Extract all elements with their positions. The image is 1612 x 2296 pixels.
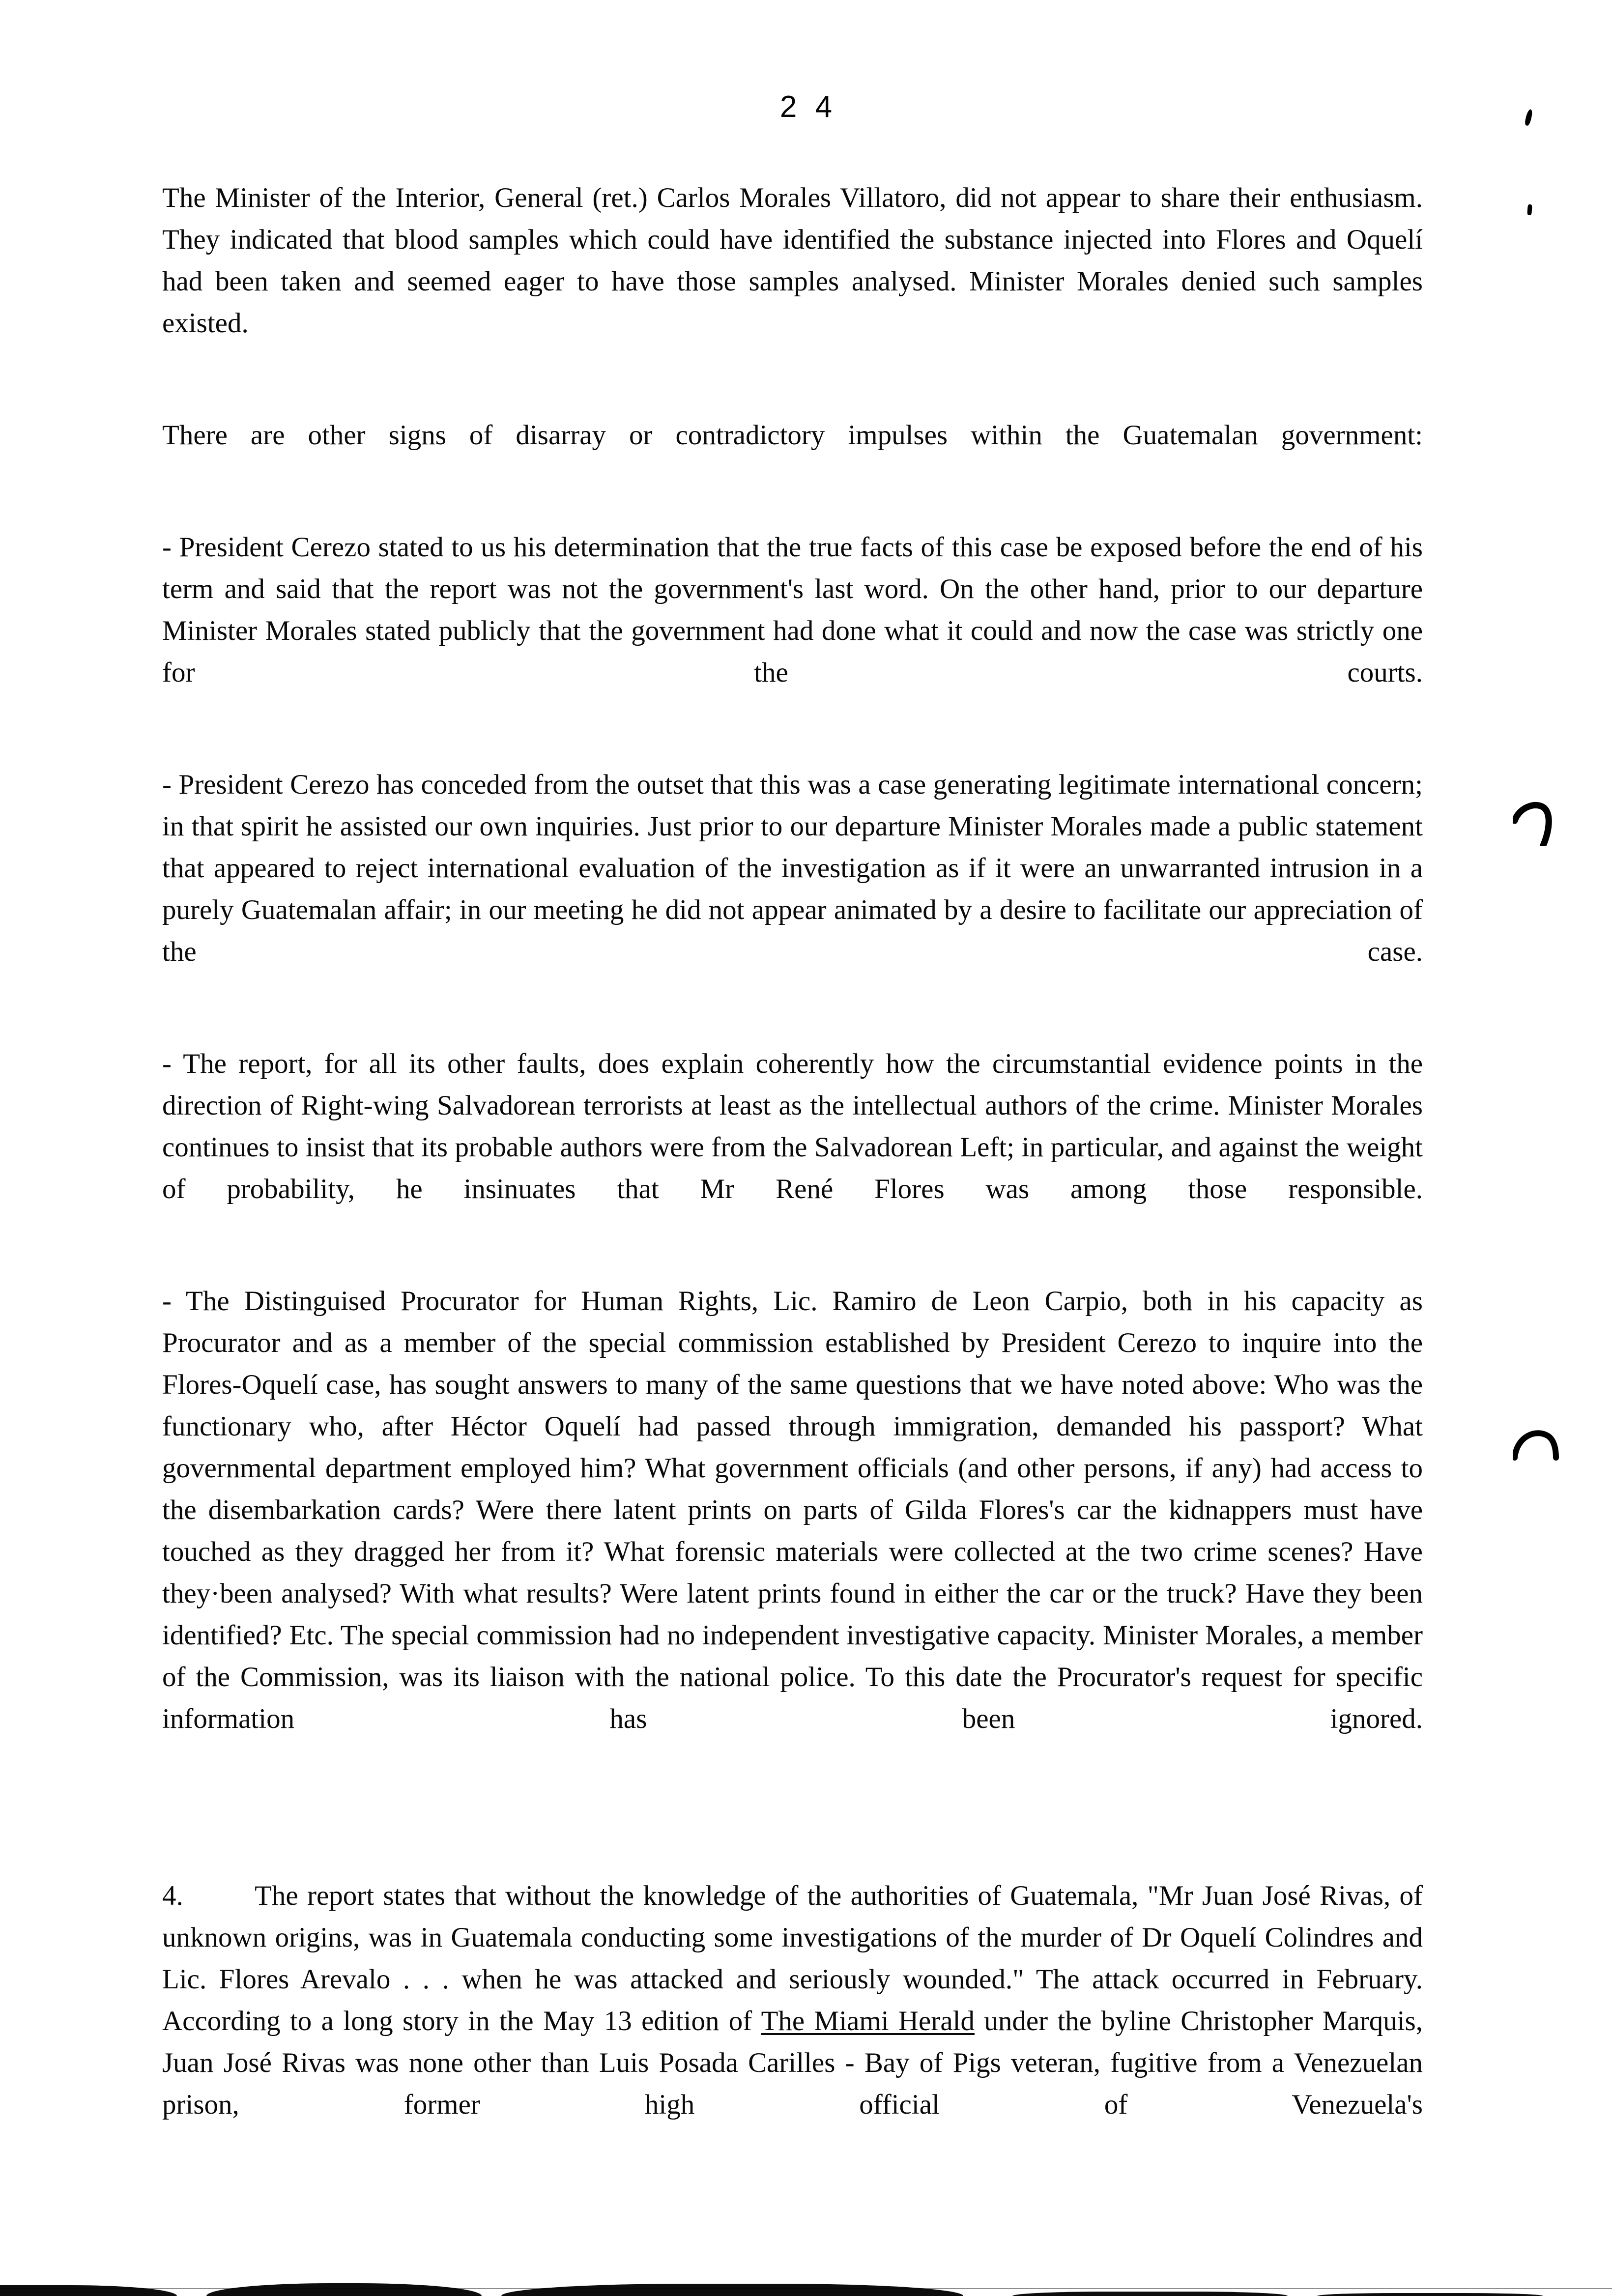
paragraph-disarray: There are other signs of disarray or contradictory impulses within the Guatemalan government: bbox=[162, 420, 1423, 451]
newspaper-title: The Miami Herald bbox=[761, 2006, 975, 2037]
scan-smudge-blob bbox=[501, 2284, 963, 2296]
section-indent-spacer bbox=[183, 1880, 255, 1911]
numbered-section-4 bbox=[162, 1875, 1423, 2167]
scan-smudge-blob bbox=[1012, 2292, 1288, 2296]
ink-tick-mark-lower bbox=[1527, 204, 1532, 216]
section-number: 4. bbox=[162, 1880, 183, 1911]
bullet-cerezo-conceded: - President Cerezo has conceded from the outset that this was a case generating legitimate international concern; in that spirit he assisted our own inquiries. Just prior to our departure Minister Morales made a public statement that appeared to reject international evaluation of the investigation as if it were an unwarranted intrusion in a purely Guatemalan affair; in our meeting he did not appear animated by a desire to facilitate our appreciation of the case. bbox=[162, 769, 1423, 967]
handwritten-hook-mark-upper bbox=[1513, 801, 1560, 846]
scan-shadow-artifact bbox=[0, 2276, 1612, 2296]
document-body bbox=[162, 177, 1423, 2167]
bullet-procurator: - The Distinguised Procurator for Human Rights, Lic. Ramiro de Leon Carpio, both in his capacity as Procurator and as a member of the special commission established by President Cerezo to inquire into the Flores-Oquelí case, has sought answers to many of the same questions that we have noted above: Who was the functionary who, after Héctor Oquelí had passed through immigration, demanded his passport? What governmental department employed him? What government officials (and other persons, if any) had access to the disembarkation cards? Were there latent prints on parts of Gilda Flores's car the kidnappers must have touched as they dragged her from it? What forensic materials were collected at the two crime scenes? Have they·been analysed? With what results? Were latent prints found in either the car or the truck? Have they been identified? Etc. The special commission had no independent investigative capacity. Minister Morales, a member of the Commission, was its liaison with the national police. To this date the Procurator's request for specific information has been ignored. bbox=[162, 1286, 1423, 1734]
section-text-before-title: The report states that without the knowledge of the authorities of Guatemala, "Mr Juan José Rivas, of unknown origins, was in Guatemala conducting some investigations of the murder of Dr Oquelí Colindres and Lic. Flores Arevalo . . . when he was attacked and seriously wounded." The attack occurred in February. According to a long story in the May 13 edition of bbox=[162, 1880, 1423, 2037]
scan-smudge-blob bbox=[206, 2283, 482, 2296]
section-text-after-title: under the byline Christopher Marquis, Juan José Rivas was none other than Luis Posada Carilles - Bay of Pigs veteran, fugitive from a Venezuelan prison, former high official of Venezuela's bbox=[162, 2006, 1423, 2120]
paragraph-minister-interior: The Minister of the Interior, General (ret.) Carlos Morales Villatoro, did not appear to share their enthusiasm. They indicated that blood samples which could have identified the substance injected into Flores and Oquelí had been taken and seemed eager to have those samples analysed. Minister Morales denied such samples existed. bbox=[162, 182, 1423, 339]
scan-edge-line bbox=[0, 2288, 1612, 2289]
bullet-report-faults: - The report, for all its other faults, does explain coherently how the circumstantial evidence points in the direction of Right-wing Salvadorean terrorists at least as the intellectual authors of the crime. Minister Morales continues to insist that its probable authors were from the Salvadorean Left; in particular, and against the weight of probability, he insinuates that Mr René Flores was among those responsible. bbox=[162, 1048, 1423, 1205]
scan-smudge-blob bbox=[1317, 2293, 1543, 2296]
bullet-cerezo-stated: - President Cerezo stated to us his determination that the true facts of this case be exposed before the end of his term and said that the report was not the government's last word. On the other hand, prior to our departure Minister Morales stated publicly that the government had done what it could and now the case was strictly one for the courts. bbox=[162, 532, 1423, 688]
page-number: 2 4 bbox=[779, 90, 837, 124]
handwritten-arc-mark-lower bbox=[1513, 1429, 1560, 1461]
scan-smudge-blob bbox=[0, 2285, 177, 2296]
